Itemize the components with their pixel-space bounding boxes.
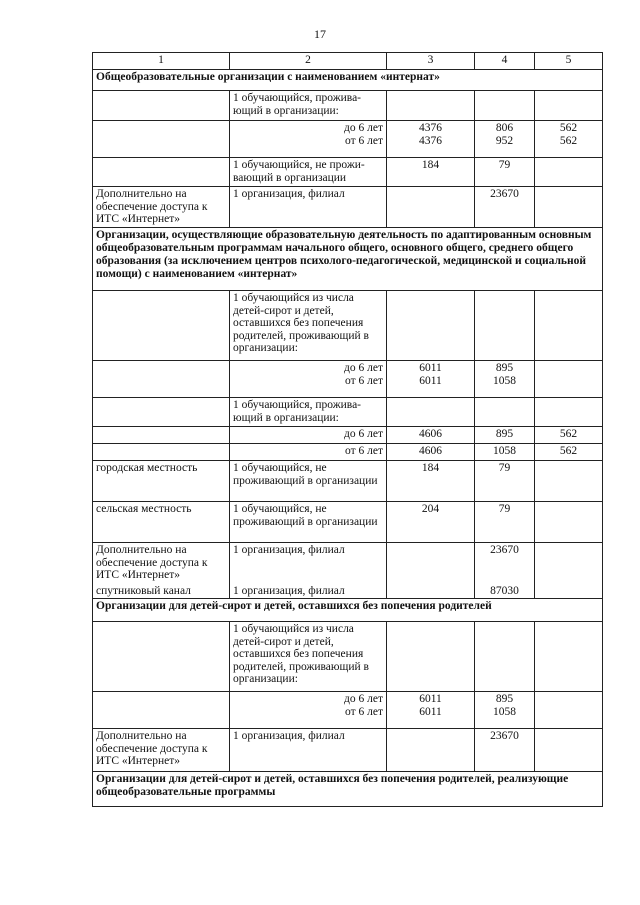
age-over-6: от 6 лет: [345, 445, 383, 457]
row-label: Дополнительно на обеспечение доступа к ИТС «Интернет»: [93, 187, 230, 228]
row-label: 1 обучающийся, прожива-ющий в организации:: [230, 398, 387, 427]
age-under-6: до 6 лет: [344, 122, 383, 134]
cell-value: 79: [475, 502, 535, 543]
cell-value: 87030: [490, 584, 519, 597]
cell-value: 562: [559, 134, 578, 147]
table-row: [93, 461, 603, 502]
cell-value: 895: [495, 362, 514, 374]
section-heading-row: [93, 772, 603, 807]
cell-value: 1058: [493, 374, 516, 387]
row-label: 1 организация, филиал: [233, 544, 345, 556]
cell-value: 1058: [475, 444, 535, 461]
table-row: [93, 444, 603, 461]
cell-value: 6011: [419, 705, 442, 718]
section-heading-row: [93, 599, 603, 622]
row-label: 1 организация, филиал: [230, 729, 387, 772]
cell-value: 23670: [490, 544, 519, 556]
table-row: [93, 729, 603, 772]
row-label: Дополнительно на обеспечение доступа к ИТС «Интернет»: [96, 544, 208, 581]
column-header-5: 5: [535, 53, 603, 70]
section-heading: Организации для детей-сирот и детей, оставшихся без попечения родителей, реализующие общеобразовательные программы: [93, 772, 603, 807]
row-label: 1 организация, филиал: [233, 584, 345, 597]
table-row: [93, 291, 603, 361]
cell-value: 184: [387, 461, 475, 502]
cell-value: 562: [559, 122, 578, 134]
row-label: 1 обучающийся из числа детей-сирот и детей, оставшихся без попечения родителей, проживающий в организации:: [230, 291, 387, 361]
row-label: городская местность: [93, 461, 230, 502]
table-row: [93, 91, 603, 121]
cell-value: 4606: [387, 444, 475, 461]
table-row: [93, 121, 603, 158]
section-heading: Организации для детей-сирот и детей, оставшихся без попечения родителей: [93, 599, 603, 622]
row-label: 1 обучающийся, не прожи-вающий в организации: [230, 158, 387, 187]
column-header-4: 4: [475, 53, 535, 70]
row-label: 1 обучающийся, не проживающий в организации: [230, 502, 387, 543]
table-row: [93, 622, 603, 692]
row-label: 1 обучающийся из числа детей-сирот и детей, оставшихся без попечения родителей, проживающий в организации:: [230, 622, 387, 692]
age-under-6: до 6 лет: [344, 428, 383, 440]
cell-value: 23670: [475, 187, 535, 228]
row-label: 1 организация, филиал: [230, 187, 387, 228]
column-header-2: 2: [230, 53, 387, 70]
age-over-6: от 6 лет: [345, 374, 383, 387]
row-label: Дополнительно на обеспечение доступа к ИТС «Интернет»: [93, 729, 230, 772]
cell-value: 6011: [419, 693, 442, 705]
row-label: спутниковый канал: [96, 584, 191, 597]
cell-value: 6011: [419, 374, 442, 387]
row-label: сельская местность: [93, 502, 230, 543]
table-row: [93, 361, 603, 398]
cell-value: 6011: [419, 362, 442, 374]
section-heading: Организации, осуществляющие образовательную деятельность по адаптированным основным общеобразовательным программам начального общего, основного общего, среднего общего образования (за исключением центров психолого-педагогической, медицинской и социальной помощи) с наименованием «интернат»: [93, 228, 603, 291]
cell-value: 562: [535, 427, 603, 444]
cell-value: 562: [535, 444, 603, 461]
table-row: [93, 187, 603, 228]
cell-value: 204: [387, 502, 475, 543]
cell-value: 184: [387, 158, 475, 187]
section-heading-row: [93, 228, 603, 291]
cell-value: 806: [495, 122, 514, 134]
cell-value: 1058: [493, 705, 516, 718]
cell-value: 895: [495, 693, 514, 705]
row-label: 1 обучающийся, не проживающий в организации: [230, 461, 387, 502]
cell-value: 79: [475, 158, 535, 187]
table-row: [93, 543, 603, 599]
section-heading: Общеобразовательные организации с наименованием «интернат»: [93, 70, 603, 91]
cell-value: 4376: [419, 122, 442, 134]
column-header-1: 1: [93, 53, 230, 70]
page-number: 17: [314, 27, 326, 41]
table-row: [93, 502, 603, 543]
age-over-6: от 6 лет: [345, 134, 383, 147]
cell-value: 4606: [387, 427, 475, 444]
age-under-6: до 6 лет: [344, 693, 383, 705]
cell-value: 4376: [419, 134, 442, 147]
age-under-6: до 6 лет: [344, 362, 383, 374]
table-row: [93, 427, 603, 444]
age-over-6: от 6 лет: [345, 705, 383, 718]
cell-value: 895: [475, 427, 535, 444]
column-header-3: 3: [387, 53, 475, 70]
table-row: [93, 692, 603, 729]
funding-table: [92, 52, 603, 807]
cell-value: 952: [495, 134, 514, 147]
table-row: [93, 398, 603, 427]
table-row: [93, 158, 603, 187]
table-header-row: [93, 53, 603, 70]
cell-value: 23670: [475, 729, 535, 772]
cell-value: 79: [475, 461, 535, 502]
section-heading-row: [93, 70, 603, 91]
row-label: 1 обучающийся, прожива-ющий в организации:: [230, 91, 387, 121]
